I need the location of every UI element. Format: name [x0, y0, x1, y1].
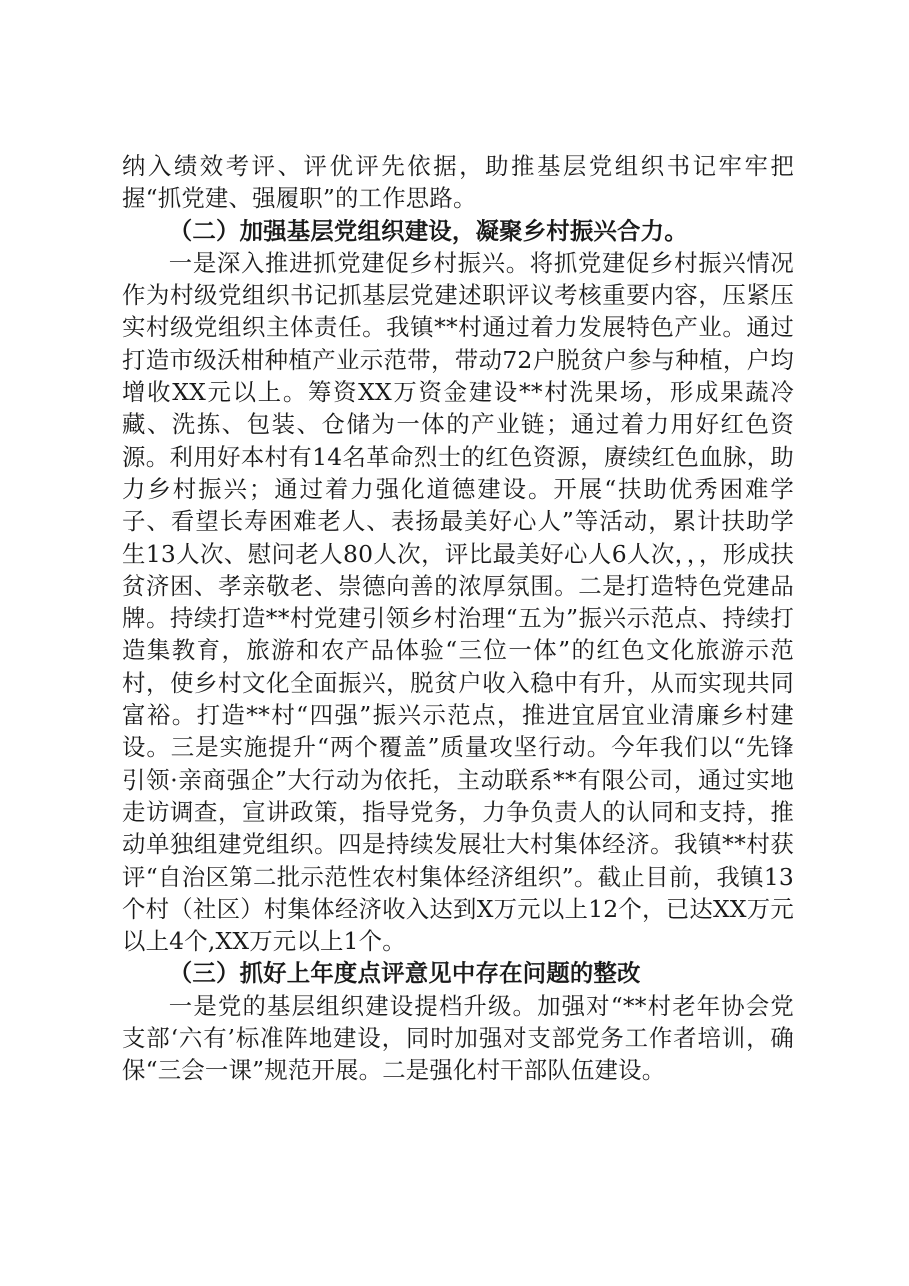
paragraph-continued: 纳入绩效考评、评优评先依据，助推基层党组织书记牢牢把握“抓党建、强履职”的工作思路。	[122, 152, 794, 213]
document-body	[122, 150, 794, 1087]
paragraph-body: 一是深入推进抓党建促乡村振兴。将抓党建促乡村振兴情况作为村级党组织书记抓基层党建述职评议考核重要内容，压紧压实村级党组织主体责任。我镇**村通过着力发展特色产业。通过打造市级沃柑种植产业示范带，带动72户脱贫户参与种植，户均增收XX元以上。筹资XX万资金建设**村洗果场，形成果蔬冷藏、洗拣、包装、仓储为一体的产业链；通过着力用好红色资源。利用好本村有14名革命烈士的红色资源，赓续红色血脉，助力乡村振兴；通过着力强化道德建设。开展“扶助优秀困难学子、看望长寿困难老人、表扬最美好心人”等活动，累计扶助学生13人次、慰问老人80人次，评比最美好心人6人次，，，形成扶贫济困、孝亲敬老、崇德向善的浓厚氛围。二是打造特色党建品牌。持续打造**村党建引领乡村治理“五为”振兴示范点、持续打造集教育，旅游和农产品体验“三位一体”的红色文化旅游示范村，使乡村文化全面振兴，脱贫户收入稳中有升，从而实现共同富裕。打造**村“四强”振兴示范点，推进宜居宜业清廉乡村建设。三是实施提升“两个覆盖”质量攻坚行动。今年我们以“先锋引领·亲商强企”大行动为依托，主动联系**有限公司，通过实地走访调查，宣讲政策，指导党务，力争负责人的认同和支持，推动单独组建党组织。四是持续发展壮大村集体经济。我镇**村获评“自治区第二批示范性农村集体经济组织”。截止目前，我镇13个村（社区）村集体经济收入达到X万元以上12个，已达XX万元以上4个,XX万元以上1个。	[122, 248, 794, 956]
section-heading-3: （三）抓好上年度点评意见中存在问题的整改	[168, 959, 641, 988]
paragraph-body: 一是党的基层组织建设提档升级。加强对“**村老年协会党支部‘六有’标准阵地建设，同时加强对支部党务工作者培训，确保“三会一课”规范开展。二是强化村干部队伍建设。	[122, 991, 794, 1085]
section-heading-2: （二）加强基层党组织建设，凝聚乡村振兴合力。	[168, 216, 688, 245]
